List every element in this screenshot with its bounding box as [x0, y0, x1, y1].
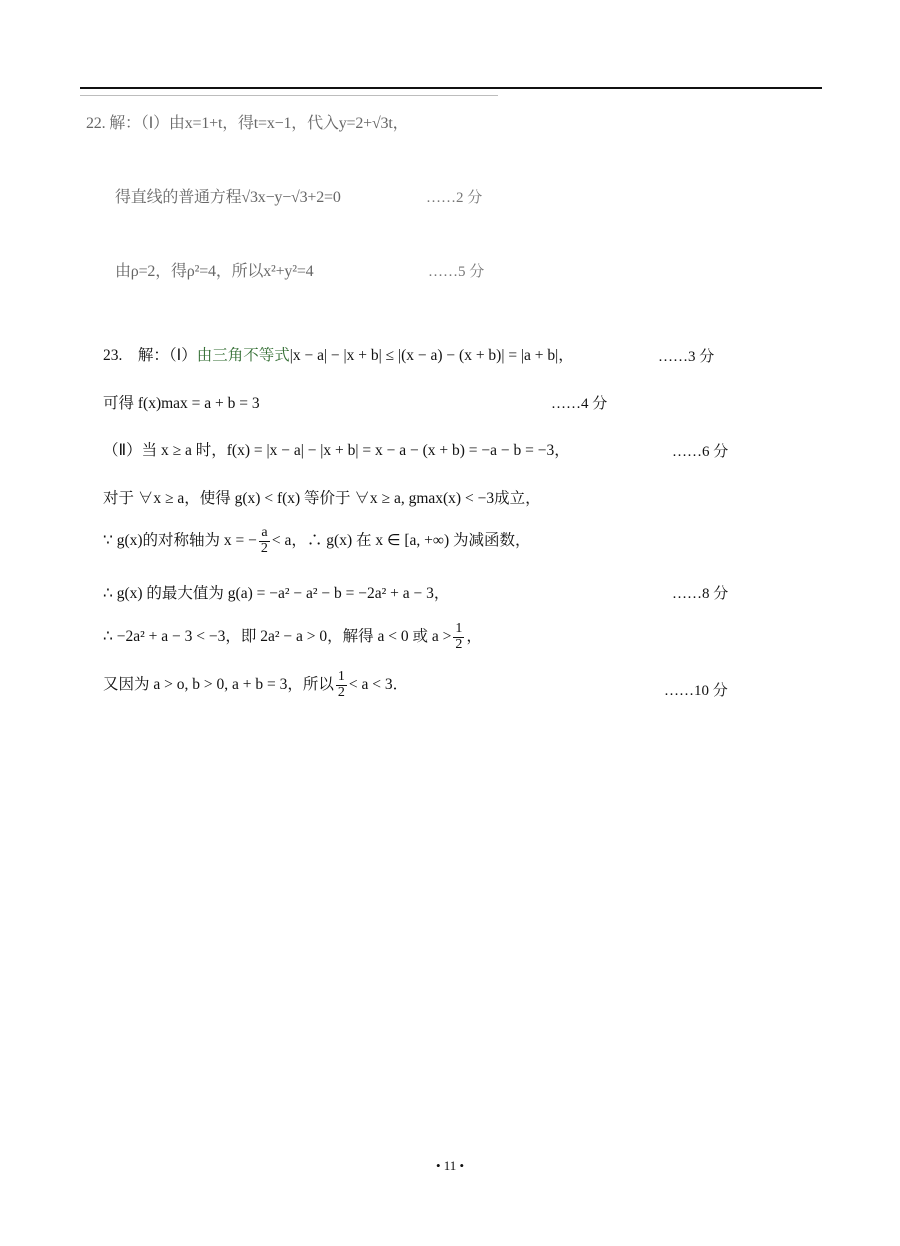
p23-line-1 [103, 343, 574, 365]
fraction-one-half [453, 622, 464, 652]
p23-score-3: ……3 分 [658, 349, 715, 365]
fraction-denominator: 2 [260, 540, 268, 556]
p22-line-1: 22. 解：（Ⅰ）由x=1+t，得t=x−1，代入y=2+√3t， [86, 115, 409, 132]
p23-line-8-b: < a < 3． [348, 675, 409, 693]
p22-line-2: 得直线的普通方程√3x−y−√3+2=0 [115, 189, 341, 206]
p23-triangle-text: 由三角不等式 [196, 347, 290, 364]
p23-score-8: ……8 分 [672, 586, 729, 602]
page-number: • 11 • [435, 1158, 465, 1173]
p23-score-4: ……4 分 [551, 396, 608, 412]
fraction-a-over-2 [259, 526, 270, 556]
p23-score-6: ……6 分 [672, 444, 729, 460]
fraction-one-half [336, 670, 347, 700]
p23-inequality: |x − a| − |x + b| ≤ |(x − a) − (x + b)| = |a + b|， [289, 347, 574, 364]
p23-line-4: 对于 ∀x ≥ a，使得 g(x) < f(x) 等价于 ∀x ≥ a, gmax(x) < −3成立， [103, 490, 541, 507]
p23-line-8-a: 又因为 a > o, b > 0, a + b = 3，所以 [103, 675, 334, 693]
p23-line-8 [103, 670, 408, 700]
header-rule [80, 87, 822, 89]
p23-score-10: ……10 分 [664, 683, 728, 699]
fraction-denominator: 2 [455, 636, 463, 652]
p22-score-3: ……5 分 [428, 264, 485, 280]
p23-line-7-a: ∴ −2a² + a − 3 < −3，即 2a² − a > 0，解得 a < 0 或 a > [103, 627, 452, 645]
fraction-numerator: 1 [455, 621, 463, 636]
p23-line-3: （Ⅱ）当 x ≥ a 时，f(x) = |x − a| − |x + b| = x − a − (x + b) = −a − b = −3， [103, 442, 570, 459]
p23-label: 23. 解：（Ⅰ） [103, 347, 197, 364]
scan-rule [80, 95, 498, 96]
p23-line-5-b: < a，∴ g(x) 在 x ∈ [a, +∞) 为减函数， [271, 531, 531, 549]
p23-line-7-b: ， [466, 627, 482, 645]
fraction-denominator: 2 [337, 684, 345, 700]
fraction-numerator: a [259, 526, 270, 542]
p22-score-2: ……2 分 [426, 190, 483, 206]
p22-line-3: 由ρ=2，得ρ²=4，所以x²+y²=4 [115, 263, 314, 280]
p23-line-6: ∴ g(x) 的最大值为 g(a) = −a² − a² − b = −2a² + a − 3， [103, 585, 450, 602]
p23-line-2: 可得 f(x)max = a + b = 3 [103, 395, 260, 412]
p23-line-7 [103, 622, 482, 652]
p23-line-5-a: ∵ g(x)的对称轴为 x = − [103, 531, 257, 549]
p23-line-5 [103, 526, 531, 556]
fraction-numerator: 1 [337, 669, 345, 684]
